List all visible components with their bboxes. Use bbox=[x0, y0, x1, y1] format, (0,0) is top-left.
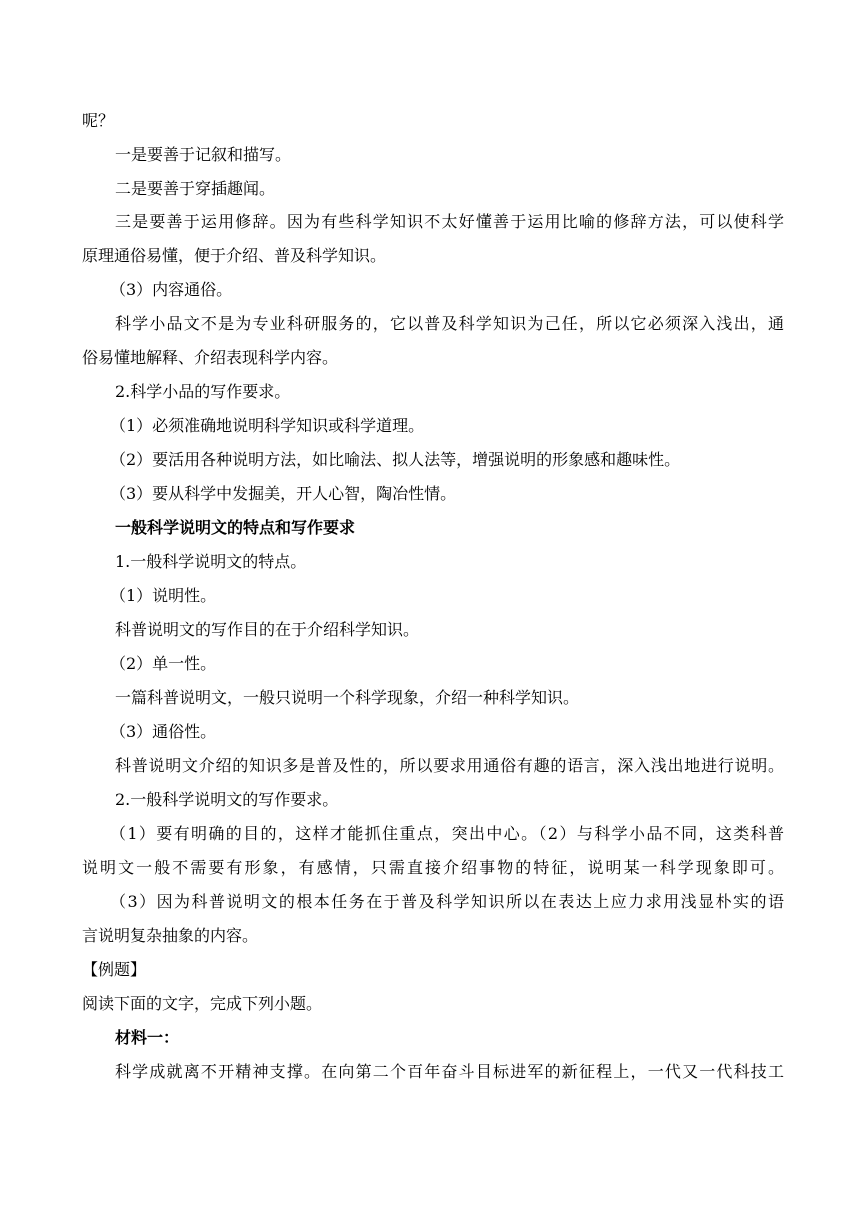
paragraph-line: 俗易懂地解释、介绍表现科学内容。 bbox=[82, 348, 339, 367]
paragraph-line: 三是要善于运用修辞。因为有些科学知识不太好懂善于运用比喻的修辞方法，可以使科学 bbox=[115, 212, 784, 231]
paragraph-line: （1）要有明确的目的，这样才能抓住重点，突出中心。（2）与科学小品不同，这类科普 bbox=[110, 824, 784, 843]
material-label: 材料一： bbox=[115, 1028, 180, 1047]
paragraph-line: 说明文一般不需要有形象，有感情，只需直接介绍事物的特征，说明某一科学现象即可。 bbox=[82, 858, 784, 877]
paragraph-line: 呢？ bbox=[82, 111, 115, 130]
paragraph-line: 言说明复杂抽象的内容。 bbox=[82, 926, 259, 945]
paragraph-line: 二是要善于穿插趣闻。 bbox=[115, 179, 276, 198]
paragraph-line: 科学成就离不开精神支撑。在向第二个百年奋斗目标进军的新征程上，一代又一代科技工 bbox=[115, 1062, 784, 1081]
paragraph-line: 1.一般科学说明文的特点。 bbox=[115, 552, 307, 571]
paragraph-line: （3）内容通俗。 bbox=[110, 280, 233, 299]
paragraph-line: 阅读下面的文字，完成下列小题。 bbox=[82, 994, 323, 1013]
paragraph-line: （2）要活用各种说明方法，如比喻法、拟人法等，增强说明的形象感和趣味性。 bbox=[110, 450, 681, 469]
paragraph-line: （3）因为科普说明文的根本任务在于普及科学知识所以在表达上应力求用浅显朴实的语 bbox=[110, 892, 784, 911]
section-heading: 一般科学说明文的特点和写作要求 bbox=[115, 518, 356, 537]
paragraph-line: 科普说明文的写作目的在于介绍科学知识。 bbox=[115, 620, 420, 639]
paragraph-line: 科学小品文不是为专业科研服务的，它以普及科学知识为己任，所以它必须深入浅出，通 bbox=[115, 314, 784, 333]
paragraph-line: （1）说明性。 bbox=[110, 586, 217, 605]
paragraph-line: （3）通俗性。 bbox=[110, 722, 217, 741]
paragraph-line: 科普说明文介绍的知识多是普及性的，所以要求用通俗有趣的语言，深入浅出地进行说明。 bbox=[115, 756, 784, 775]
section-label: 【例题】 bbox=[82, 960, 147, 979]
paragraph-line: 原理通俗易懂，便于介绍、普及科学知识。 bbox=[82, 246, 387, 265]
paragraph-line: （1）必须准确地说明科学知识或科学道理。 bbox=[110, 416, 425, 435]
paragraph-line: （2）单一性。 bbox=[110, 654, 217, 673]
paragraph-line: 2.一般科学说明文的写作要求。 bbox=[115, 790, 339, 809]
paragraph-line: 一篇科普说明文，一般只说明一个科学现象，介绍一种科学知识。 bbox=[115, 688, 580, 707]
paragraph-line: 一是要善于记叙和描写。 bbox=[115, 145, 292, 164]
paragraph-line: （3）要从科学中发掘美，开人心智，陶冶性情。 bbox=[110, 484, 457, 503]
paragraph-line: 2.科学小品的写作要求。 bbox=[115, 382, 291, 401]
